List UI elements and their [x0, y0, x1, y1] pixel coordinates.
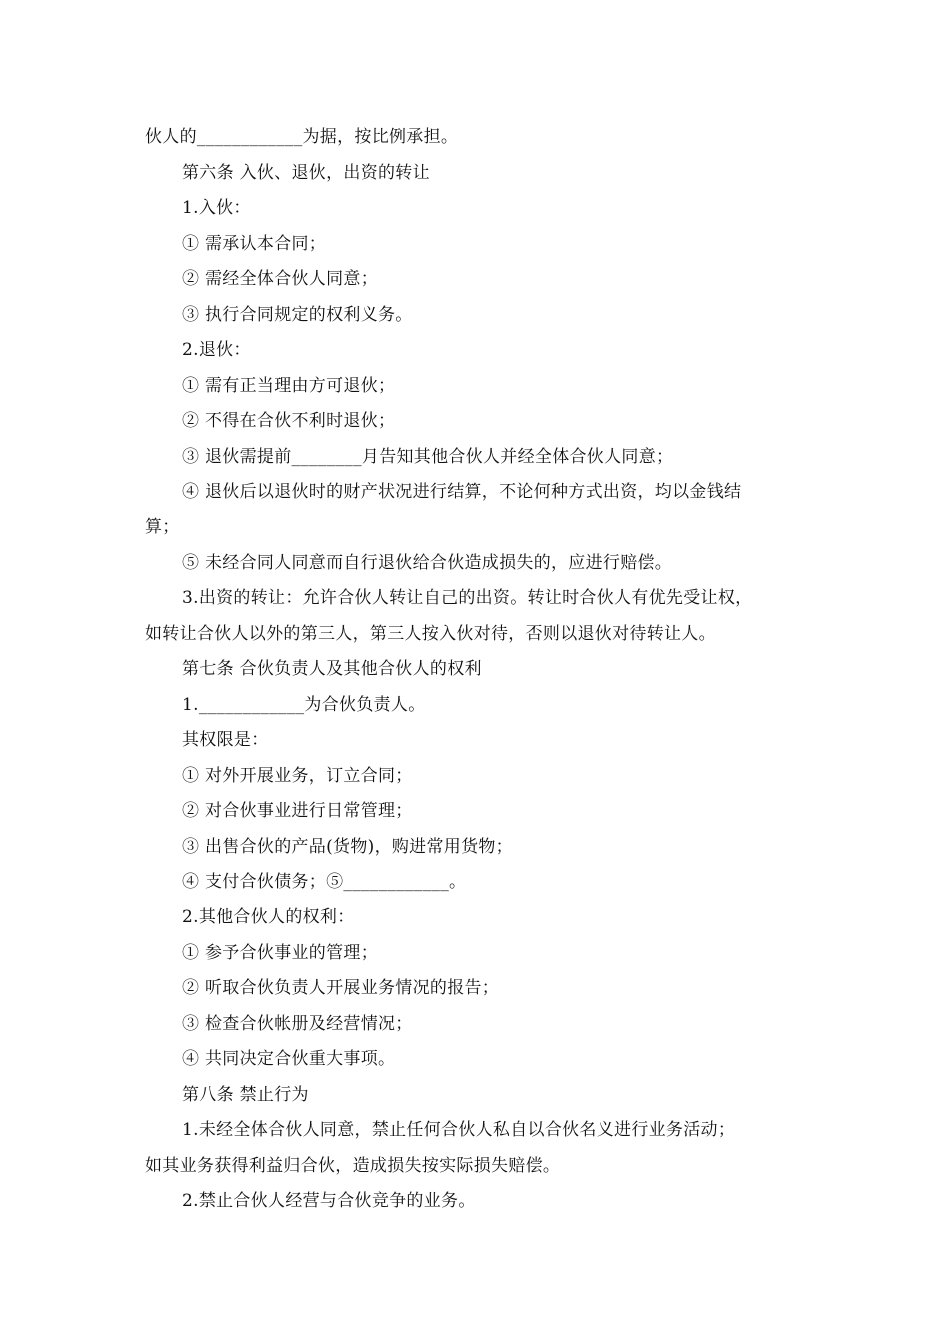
- list-item: ② 需经全体合伙人同意；: [182, 269, 379, 289]
- paragraph-line: 1.____________为合伙负责人。: [182, 695, 426, 715]
- list-item: ① 需承认本合同；: [182, 234, 327, 254]
- text-line: 伙人的____________为据，按比例承担。: [145, 127, 459, 147]
- list-item: ④ 支付合伙债务；⑤____________。: [182, 872, 467, 892]
- list-item: ① 需有正当理由方可退伙；: [182, 376, 396, 396]
- list-item: ① 对外开展业务，订立合同；: [182, 766, 413, 786]
- paragraph-line: 1.未经全体合伙人同意，禁止任何合伙人私自以合伙名义进行业务活动；: [182, 1120, 736, 1140]
- paragraph-continuation: 如转让合伙人以外的第三人，第三人按入伙对待，否则以退伙对待转让人。: [145, 624, 716, 644]
- section-heading-8: 第八条 禁止行为: [182, 1085, 309, 1105]
- subsection-heading: 2.退伙：: [182, 340, 251, 360]
- list-item: ① 参予合伙事业的管理；: [182, 943, 379, 963]
- paragraph-line: 2.禁止合伙人经营与合伙竞争的业务。: [182, 1191, 476, 1211]
- subsection-heading: 2.其他合伙人的权利：: [182, 907, 355, 927]
- list-item: ② 对合伙事业进行日常管理；: [182, 801, 413, 821]
- list-item: ③ 执行合同规定的权利义务。: [182, 305, 413, 325]
- list-item: ② 不得在合伙不利时退伙；: [182, 411, 396, 431]
- list-item: ⑤ 未经合同人同意而自行退伙给合伙造成损失的，应进行赔偿。: [182, 553, 673, 573]
- paragraph-line: 其权限是：: [182, 730, 269, 750]
- list-item: ③ 检查合伙帐册及经营情况；: [182, 1014, 413, 1034]
- list-item: ④ 退伙后以退伙时的财产状况进行结算，不论何种方式出资，均以金钱结: [182, 482, 742, 502]
- list-item: ② 听取合伙负责人开展业务情况的报告；: [182, 978, 500, 998]
- list-item-continuation: 算；: [145, 517, 180, 537]
- list-item: ④ 共同决定合伙重大事项。: [182, 1049, 396, 1069]
- list-item: ③ 出售合伙的产品(货物)，购进常用货物；: [182, 837, 513, 857]
- paragraph-line: 3.出资的转让：允许合伙人转让自己的出资。转让时合伙人有优先受让权，: [182, 588, 753, 608]
- section-heading-6: 第六条 入伙、退伙，出资的转让: [182, 163, 430, 183]
- section-heading-7: 第七条 合伙负责人及其他合伙人的权利: [182, 659, 482, 679]
- list-item: ③ 退伙需提前________月告知其他合伙人并经全体合伙人同意；: [182, 447, 674, 467]
- subsection-heading: 1.入伙：: [182, 198, 251, 218]
- paragraph-continuation: 如其业务获得利益归合伙，造成损失按实际损失赔偿。: [145, 1156, 561, 1176]
